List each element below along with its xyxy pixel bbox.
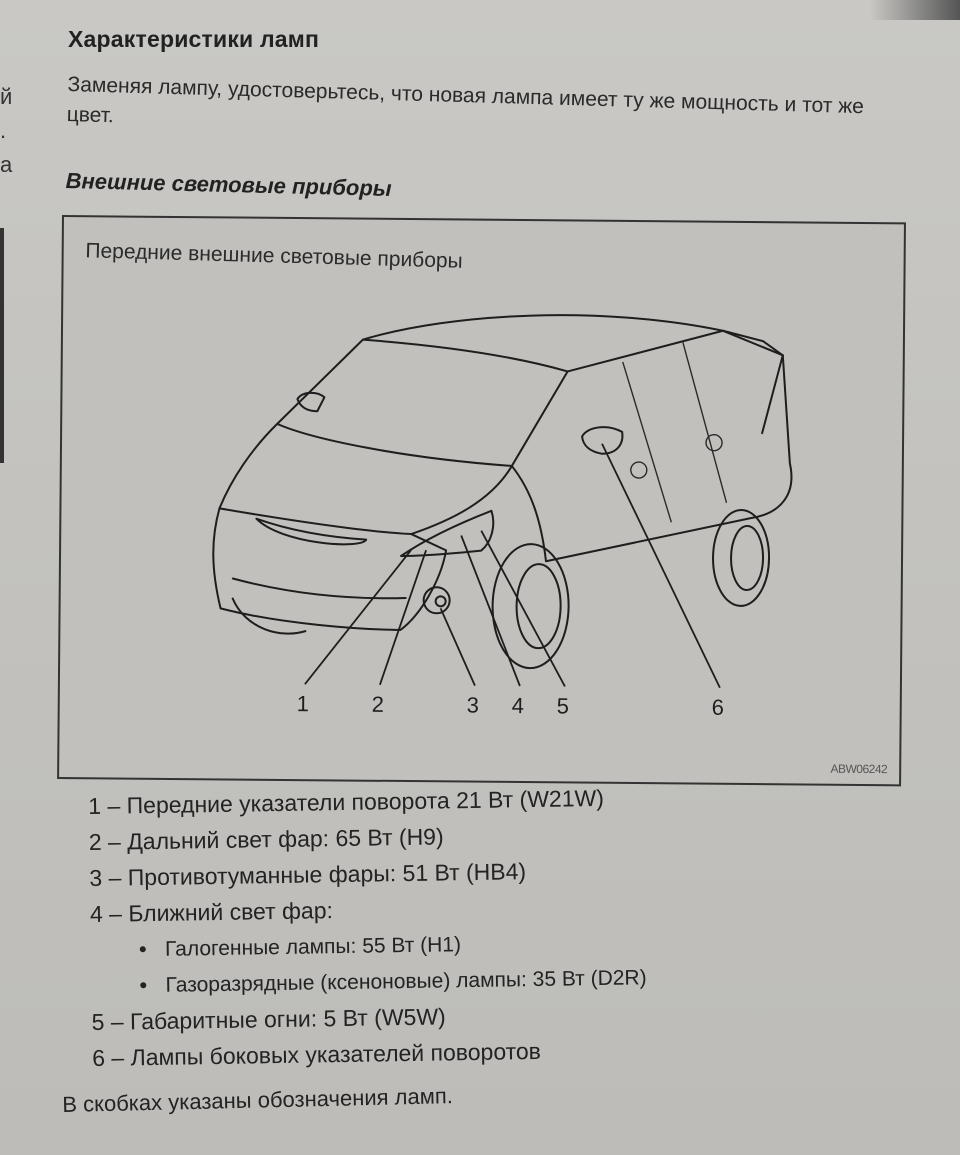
callout-line-2 [380,550,426,685]
lamp-location-figure [57,215,906,786]
intro-text: Заменяя лампу, удостоверьтесь, что новая лампа имеет ту же мощность и тот же цвет. [66,72,865,128]
legend-item-2: 2 – Дальний свет фар: 65 Вт (H9) [88,823,444,855]
callout-line-4 [460,535,521,686]
legend-item-4-label: 4 – Ближний свет фар: [89,897,334,927]
door-handle-1 [631,462,647,478]
rear-wheel-hub [731,526,764,590]
callout-line-1 [305,549,411,685]
legend-item-5: 5 – Габаритные огни: 5 Вт (W5W) [91,1003,446,1035]
callout-number-5: 5 [556,693,570,719]
fragment-3: а [0,152,13,177]
legend-bullet-xenon: ● Газоразрядные (ксеноновые) лампы: 35 Вт (D2R) [139,956,851,1003]
footnote: В скобках указаны обозначения ламп. [62,1083,454,1117]
figure-caption: Передние внешние световые приборы [85,239,464,273]
callout-number-2: 2 [371,691,385,717]
figure-code: ABW06242 [830,761,888,777]
fragment-2: . [0,118,7,143]
front-wheel [492,544,569,669]
legend-item-3: 3 – Противотуманные фары: 51 Вт (HB4) [89,858,527,891]
page-corner-shadow [870,0,960,20]
windshield-outline [277,339,568,467]
lamp-legend [88,776,852,1076]
legend-item-1: 1 – Передние указатели поворота 21 Вт (W21W) [88,784,605,819]
bonnet-outline [219,423,512,535]
side-mirror [582,427,623,454]
callout-number-4: 4 [511,692,525,719]
legend-item-6: 6 – Лампы боковых указателей поворотов [92,1037,542,1071]
callout-line-6 [600,444,722,688]
callout-number-6: 6 [711,694,725,720]
rear-wheel [713,510,770,606]
fragment-1: й [0,84,13,109]
door-handle-2 [706,435,722,451]
front-tyre-left [232,599,305,634]
adjacent-page-rule [0,228,4,463]
car-illustration [59,217,904,784]
callout-number-3: 3 [466,692,480,718]
adjacent-page-fragments [0,80,14,182]
callout-number-1: 1 [296,691,310,717]
callout-line-3 [440,608,476,685]
legend-item-4 [90,884,852,1004]
section-title: Характеристики ламп [68,26,320,52]
legend-bullet-halogen: ● Галогенные лампы: 55 Вт (H1) [138,920,850,967]
front-bumper [213,508,447,630]
roof-outline [363,313,783,355]
door-line-2 [682,342,728,502]
left-mirror [297,393,324,412]
legend-item-4-bullets [90,920,851,1004]
side-window-line [567,329,783,433]
section-subtitle: Внешние световые приборы [65,168,392,201]
